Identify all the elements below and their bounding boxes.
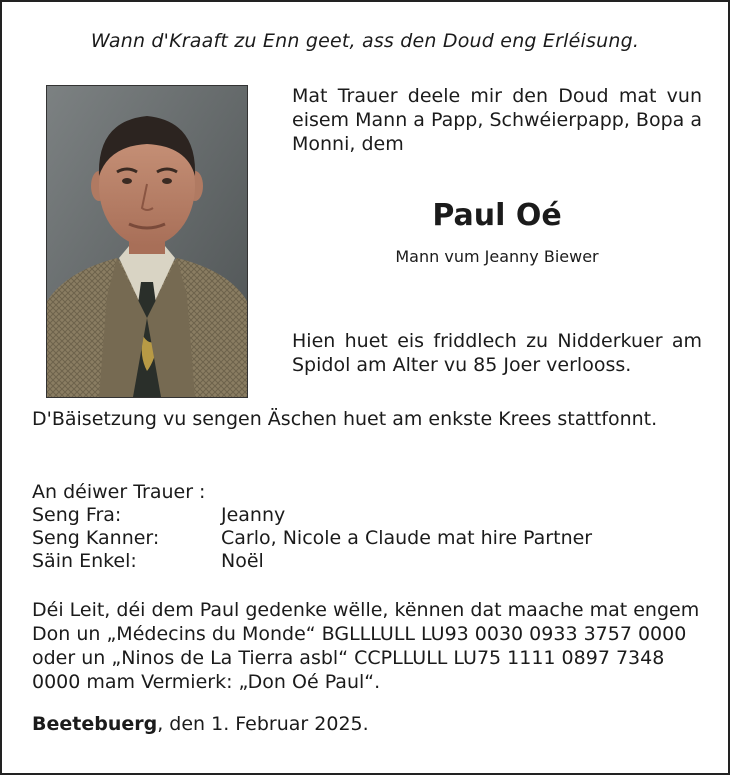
mourner-row <box>32 527 592 550</box>
announcement-text: Mat Trauer deele mir den Doud mat vun eisem Mann a Papp, Schwéierpapp, Bopa a Monni, dem <box>292 85 702 155</box>
mourners-heading: An déiwer Trauer : <box>32 481 206 503</box>
signoff-date: , den 1. Februar 2025. <box>157 713 369 735</box>
passing-text: Hien huet eis friddlech zu Nidderkuer am Spidol am Alter vu 85 Joer verlooss. <box>292 330 702 376</box>
deceased-name: Paul Oé <box>432 198 562 233</box>
signoff-place: Beetebuerg <box>32 713 158 735</box>
mourner-value: Jeanny <box>221 504 286 526</box>
donation-text: Déi Leit, déi dem Paul gedenke wëlle, kënnen dat maache mat engem Don un „Médecins du Monde“ BGLLLULL LU93 0030 0933 3757 0000 oder un „Ninos de La Tierra asbl“ CCPLLULL LU75 1111 0897 7348 0000 mam Vermierk: „Don Oé Paul“. <box>32 599 700 693</box>
mourner-label: Seng Kanner: <box>32 527 160 549</box>
mourner-label: Seng Fra: <box>32 504 122 526</box>
funeral-text: D'Bäisetzung vu sengen Äschen huet am enkste Krees stattfonnt. <box>32 408 658 430</box>
motto: Wann d'Kraaft zu Enn geet, ass den Doud eng Erléisung. <box>90 30 640 52</box>
mourner-value: Carlo, Nicole a Claude mat hire Partner <box>221 527 593 549</box>
portrait-photo <box>46 85 248 398</box>
spouse-line: Mann vum Jeanny Biewer <box>395 247 599 266</box>
mourner-label: Säin Enkel: <box>32 550 137 572</box>
mourner-value: Noël <box>221 550 264 572</box>
signoff <box>32 713 369 735</box>
mourner-row <box>32 504 592 527</box>
mourners-list <box>32 481 592 573</box>
mourner-row <box>32 550 592 573</box>
